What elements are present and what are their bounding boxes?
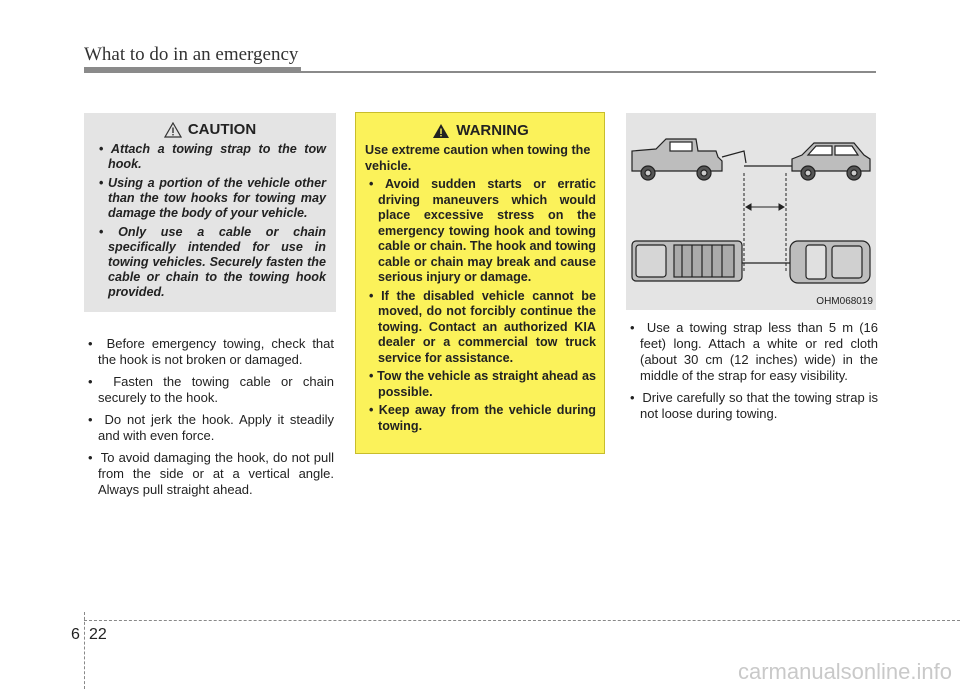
caution-title: CAUTION (187, 121, 257, 138)
warning-item: • Keep away from the vehicle during towing. (365, 403, 596, 434)
list-item: • To avoid damaging the hook, do not pull from the side or at a vertical angle. Always pull straight ahead. (84, 450, 334, 498)
list-item: • Before emergency towing, check that the hook is not broken or damaged. (84, 336, 334, 368)
page-header-title: What to do in an emergency (84, 44, 299, 65)
header-rule-thin (301, 71, 876, 73)
towed-suv-top (790, 241, 870, 283)
strap-length-dimension (744, 173, 786, 273)
list-item: • Use a towing strap less than 5 m (16 feet) long. Attach a white or red cloth (about 30 cm (12 inches) wide) in the middle of the strap for easy visibility. (626, 320, 878, 384)
tow-truck-side (632, 139, 746, 180)
warning-intro: Use extreme caution when towing the vehicle. (365, 143, 591, 173)
header-rule (84, 67, 301, 73)
warning-item: • If the disabled vehicle cannot be moved, do not forcibly continue the towing. Contact an authorized KIA dealer or a commercial tow truck service for assistance. (365, 289, 596, 367)
figure-code: OHM068019 (816, 296, 873, 307)
page-number: 22 (89, 626, 107, 643)
watermark: carmanualsonline.info (737, 659, 952, 684)
caution-list (94, 142, 326, 300)
warning-item: • Avoid sudden starts or erratic driving maneuvers which would place excessive stress on the emergency towing hook and towing cable or chain. The hook and towing cable or chain may break and cause serious injury or damage. (365, 177, 596, 286)
caution-box (84, 113, 336, 312)
footer-divider (84, 612, 86, 689)
warning-title: WARNING (456, 122, 529, 139)
warning-item: • Tow the vehicle as straight ahead as possible. (365, 369, 596, 400)
towed-suv-side (792, 143, 870, 180)
list-item: • Drive carefully so that the towing strap is not loose during towing. (626, 390, 878, 422)
caution-item: • Only use a cable or chain specifically intended for use in towing vehicles. Securely fasten the cable or chain to the towing hook provided. (94, 225, 326, 300)
footer-rule (84, 620, 960, 622)
chapter-number: 6 (71, 626, 80, 643)
towing-illustration (626, 113, 876, 310)
left-instruction-list (84, 336, 334, 504)
caution-item: • Using a portion of the vehicle other than the tow hooks for towing may damage the body of your vehicle. (94, 176, 326, 221)
warning-triangle-icon (164, 122, 182, 138)
right-instruction-list (626, 320, 878, 428)
warning-list (365, 177, 596, 434)
caution-header (94, 121, 326, 138)
warning-triangle-icon (432, 123, 450, 139)
warning-header (365, 122, 596, 139)
warning-box (355, 112, 605, 454)
list-item: • Fasten the towing cable or chain securely to the hook. (84, 374, 334, 406)
caution-item: • Attach a towing strap to the tow hook. (94, 142, 326, 172)
towing-diagram (626, 113, 876, 310)
list-item: • Do not jerk the hook. Apply it steadily and with even force. (84, 412, 334, 444)
tow-truck-top (632, 241, 742, 281)
